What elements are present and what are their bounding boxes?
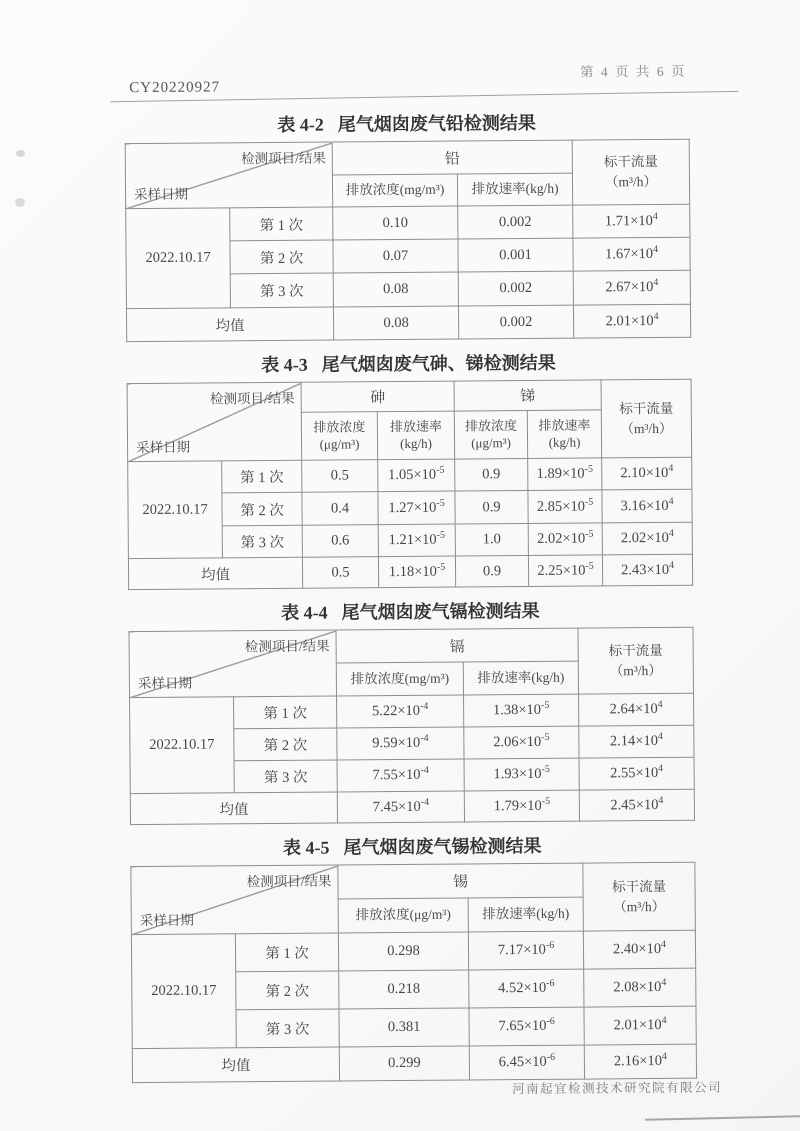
results-table (130, 862, 697, 1083)
value-cell: 0.381 (339, 1008, 469, 1047)
value-cell: 0.218 (339, 970, 469, 1009)
mean-label: 均值 (132, 1047, 339, 1083)
pollutant-group-header: 锑 (454, 380, 601, 411)
sample-date-cell: 2022.10.17 (130, 697, 235, 794)
sub-header: 排放浓度(mg/m³) (336, 662, 463, 696)
pollutant-group-header: 铅 (332, 140, 572, 175)
table-number: 表 4-4 (281, 602, 328, 623)
value-cell: $5.22\times 10^{-4}$ (337, 695, 464, 728)
table-section-表4-2 (124, 110, 690, 342)
value-cell: $2.02\times 10^4$ (602, 522, 692, 555)
sample-date-cell: 2022.10.17 (126, 208, 231, 309)
table-title (126, 350, 690, 378)
trial-label: 第 3 次 (234, 760, 337, 793)
mean-value-cell: 0.002 (458, 305, 573, 339)
corner-label-top: 检测项目/结果 (246, 873, 332, 890)
footer-company: 河南起宜检测技术研究院有限公司 (512, 1080, 723, 1097)
pollutant-group-header: 镉 (336, 628, 578, 663)
value-cell: $9.59\times 10^{-4}$ (337, 727, 464, 760)
corner-cell (129, 630, 337, 698)
table-number: 表 4-2 (277, 114, 324, 135)
trial-label: 第 1 次 (230, 207, 333, 241)
value-cell: $1.05\times 10^{-5}$ (378, 459, 455, 492)
sub-header: 排放速率(kg/h) (463, 661, 578, 695)
value-cell: $1.71\times 10^4$ (573, 204, 690, 238)
value-cell: $7.17\times 10^{-6}$ (468, 931, 583, 970)
sub-header: 排放速率(kg/h) (468, 897, 583, 932)
sub-header: 排放浓度(μg/m³) (338, 898, 468, 933)
value-cell: $2.67\times 10^4$ (573, 270, 690, 305)
value-cell: $1.38\times 10^{-5}$ (464, 694, 579, 727)
mean-value-cell: 0.08 (333, 306, 458, 340)
value-cell: $1.89\times 10^{-5}$ (528, 458, 602, 491)
value-cell: $2.64\times 10^4$ (579, 693, 694, 726)
mean-label: 均值 (126, 307, 333, 342)
sub-header: 排放速率 (kg/h) (377, 411, 454, 460)
table-title (124, 110, 688, 138)
scan-speck (16, 150, 25, 157)
trial-label: 第 1 次 (222, 460, 302, 493)
value-cell: 0.6 (302, 525, 378, 558)
value-cell: 0.07 (333, 239, 458, 273)
value-cell: $2.55\times 10^4$ (579, 757, 694, 790)
corner-label-bottom: 采样日期 (139, 912, 194, 929)
trial-label: 第 3 次 (236, 1009, 339, 1048)
trial-label: 第 2 次 (222, 492, 302, 526)
value-cell: 0.9 (455, 490, 528, 524)
sub-header: 排放浓度 (μg/m³) (454, 410, 527, 459)
trial-label: 第 2 次 (236, 971, 339, 1010)
value-cell: 0.5 (302, 460, 378, 493)
value-cell: 0.08 (333, 272, 458, 307)
table-title-text: 尾气烟囱废气铅检测结果 (337, 112, 536, 135)
trial-label: 第 3 次 (230, 273, 333, 308)
trial-label: 第 1 次 (235, 933, 338, 972)
mean-value-cell: $2.16\times 10^4$ (584, 1044, 696, 1079)
table-title-text: 尾气烟囱废气镉检测结果 (341, 600, 540, 623)
sub-header: 排放浓度 (μg/m³) (301, 412, 377, 461)
mean-value-cell: $2.45\times 10^4$ (579, 789, 694, 821)
results-table (125, 139, 692, 342)
sample-date-cell: 2022.10.17 (128, 461, 223, 559)
table-title-text: 尾气烟囱废气锡检测结果 (343, 835, 542, 858)
value-cell: 0.9 (455, 458, 528, 491)
trial-label: 第 2 次 (230, 240, 333, 274)
document-number: CY20220927 (129, 79, 221, 97)
value-cell: $2.01\times 10^4$ (584, 1006, 696, 1045)
mean-label: 均值 (128, 557, 302, 589)
flow-header: 标干流量 （m³/h） (601, 379, 692, 458)
value-cell: 0.298 (338, 932, 468, 971)
corner-label-bottom: 采样日期 (136, 439, 191, 456)
sub-header: 排放浓度(mg/m³) (332, 174, 457, 207)
value-cell: $2.08\times 10^4$ (584, 968, 696, 1007)
corner-cell (131, 865, 339, 935)
table-title-text: 尾气烟囱废气砷、锑检测结果 (321, 352, 556, 375)
mean-value-cell: $2.43\times 10^4$ (602, 554, 692, 586)
value-cell: 0.001 (458, 238, 573, 272)
table-section-表4-5 (130, 833, 696, 1083)
value-cell: $4.52\times 10^{-6}$ (469, 969, 584, 1008)
sub-header: 排放速率 (kg/h) (527, 410, 601, 459)
table-section-表4-4 (128, 598, 694, 825)
value-cell: 1.0 (455, 523, 528, 556)
value-cell: $2.85\times 10^{-5}$ (528, 490, 602, 524)
mean-value-cell: $1.79\times 10^{-5}$ (464, 790, 579, 822)
flow-header: 标干流量 （m³/h） (583, 862, 696, 931)
sub-header: 排放速率(kg/h) (457, 173, 572, 206)
value-cell: $1.27\times 10^{-5}$ (378, 491, 455, 525)
results-table (129, 627, 696, 825)
value-cell: $2.10\times 10^4$ (602, 457, 692, 490)
mean-value-cell: $1.18\times 10^{-5}$ (378, 556, 455, 588)
sample-date-cell: 2022.10.17 (131, 934, 236, 1049)
trial-label: 第 2 次 (234, 728, 337, 761)
table-section-表4-3 (126, 350, 692, 590)
value-cell: $2.40\times 10^4$ (583, 930, 695, 969)
mean-value-cell: $2.01\times 10^4$ (573, 304, 690, 338)
value-cell: $3.16\times 10^4$ (602, 489, 692, 523)
pollutant-group-header: 锡 (338, 863, 583, 899)
trial-label: 第 3 次 (222, 525, 302, 558)
corner-cell (125, 142, 333, 209)
results-table (127, 379, 694, 590)
value-cell: $2.06\times 10^{-5}$ (464, 726, 579, 759)
value-cell: $2.14\times 10^4$ (579, 725, 694, 758)
corner-label-top: 检测项目/结果 (240, 150, 326, 167)
value-cell: 0.4 (302, 492, 378, 526)
table-number: 表 4-3 (261, 354, 308, 376)
corner-label-top: 检测项目/结果 (209, 390, 295, 407)
value-cell: $1.67\times 10^4$ (573, 237, 690, 271)
value-cell: 0.002 (458, 271, 573, 306)
corner-label-bottom: 采样日期 (137, 675, 192, 692)
mean-value-cell: $2.25\times 10^{-5}$ (528, 555, 602, 587)
mean-value-cell: 0.5 (302, 557, 378, 589)
mean-value-cell: 0.299 (339, 1046, 469, 1081)
scan-speck (15, 198, 25, 207)
value-cell: $1.93\times 10^{-5}$ (464, 758, 579, 791)
table-title (130, 833, 694, 861)
mean-value-cell: $6.45\times 10^{-6}$ (469, 1045, 584, 1080)
corner-label-bottom: 采样日期 (134, 186, 189, 203)
corner-label-top: 检测项目/结果 (244, 638, 330, 655)
value-cell: 0.002 (458, 205, 573, 239)
mean-label: 均值 (130, 792, 337, 825)
flow-header: 标干流量 （m³/h） (578, 627, 694, 694)
table-number: 表 4-5 (282, 837, 330, 858)
page-indicator: 第 4 页 共 6 页 (580, 63, 687, 80)
value-cell: $7.65\times 10^{-6}$ (469, 1007, 584, 1046)
value-cell: $7.55\times 10^{-4}$ (337, 759, 464, 792)
flow-header: 标干流量 （m³/h） (572, 139, 690, 205)
value-cell: $1.21\times 10^{-5}$ (378, 524, 455, 557)
mean-value-cell: 0.9 (455, 555, 528, 587)
mean-value-cell: $7.45\times 10^{-4}$ (337, 791, 464, 823)
tables-container (124, 110, 696, 1083)
pollutant-group-header: 砷 (301, 381, 454, 412)
trial-label: 第 1 次 (234, 696, 337, 729)
value-cell: 0.10 (333, 206, 458, 240)
corner-cell (127, 382, 302, 461)
value-cell: $2.02\times 10^{-5}$ (528, 523, 602, 556)
table-title (128, 598, 692, 626)
